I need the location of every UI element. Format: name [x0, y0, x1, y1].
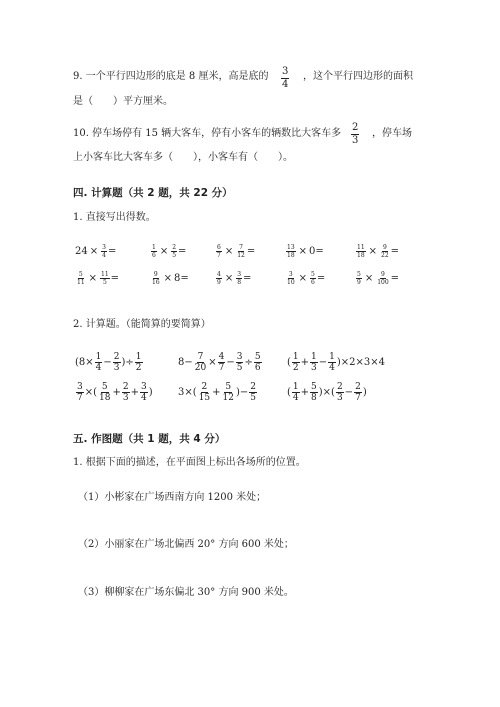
operator: ×: [368, 246, 378, 257]
frac-den: 5: [102, 279, 107, 286]
q9-line2: 是（ ）平方厘米。: [73, 96, 173, 107]
frac-num: 5: [357, 271, 361, 278]
expr-text: (8×: [75, 357, 94, 368]
equals: =: [246, 246, 256, 257]
frac-num: 2: [122, 382, 129, 392]
expr-text: )×2×3×4: [336, 357, 386, 368]
equals: =: [316, 273, 326, 284]
frac-num: 2: [172, 244, 177, 251]
expr-text: 3×(: [178, 387, 197, 398]
calc-expr-6: [287, 382, 367, 403]
frac-num: 3: [237, 271, 242, 278]
operator: ×: [163, 273, 173, 284]
frac-den: 18: [99, 393, 111, 403]
frac-den: 6: [254, 363, 261, 373]
equals: =: [390, 246, 400, 257]
frac-den: 12: [222, 393, 234, 403]
operand: 0: [309, 246, 316, 257]
frac-den: 100: [377, 279, 389, 286]
operator: ×: [224, 246, 234, 257]
frac-num: 9: [382, 244, 387, 251]
frac-den: 7: [355, 393, 361, 403]
q9-text-b: ，这个平行四边形的面积: [303, 71, 413, 82]
expr-text: (: [287, 387, 291, 398]
frac-den: 3: [311, 363, 317, 373]
q9-line1: [73, 70, 268, 84]
expr-text: )÷: [121, 357, 134, 368]
expr-text: ): [362, 387, 367, 398]
expr-text: +: [300, 387, 310, 398]
q10-text-b: ，停车场: [372, 128, 412, 139]
frac-num: 1: [152, 244, 156, 251]
frac-den: 7: [218, 363, 225, 373]
q10-frac-num: 2: [352, 122, 359, 133]
section5-item-2: （2）小丽家在广场北偏西 20° 方向 600 米处；: [78, 539, 294, 550]
section5-item-3: （3）柳柳家在广场东偏北 30° 方向 900 米处。: [78, 587, 294, 598]
frac-num: 6: [217, 244, 221, 251]
frac-num: 1: [311, 352, 317, 362]
frac-num: 5: [254, 352, 261, 362]
frac-num: 1: [95, 352, 102, 362]
equals: =: [107, 246, 117, 257]
frac-num: 4: [217, 271, 221, 278]
expr-text: )×(: [318, 387, 335, 398]
frac-num: 3: [140, 382, 147, 392]
frac-den: 8: [237, 279, 242, 286]
expr-text: ): [148, 387, 153, 398]
calc-expr-2: [178, 352, 263, 373]
frac-num: 2: [201, 382, 208, 392]
frac-num: 2: [250, 382, 256, 392]
frac-den: 16: [152, 279, 160, 286]
section4-sub1: 1. 直接写出得数。: [73, 212, 156, 223]
frac-den: 11: [77, 279, 85, 286]
frac-num: 11: [357, 244, 365, 251]
section4-title: 四. 计算题（共 2 题，共 22 分）: [73, 187, 233, 199]
q9-text-a: 9. 一个平行四边形的底是 8 厘米，高是底的: [73, 71, 269, 82]
frac-num: 7: [197, 352, 204, 362]
frac-num: 5: [101, 382, 108, 392]
q10-fraction: [350, 122, 360, 147]
frac-num: 5: [78, 271, 83, 278]
frac-num: 5: [311, 382, 317, 392]
frac-den: 2: [135, 363, 142, 373]
equals: =: [110, 273, 120, 284]
frac-den: 18: [287, 252, 295, 259]
operator: ×: [298, 246, 308, 257]
frac-den: 4: [102, 252, 106, 259]
frac-num: 7: [239, 244, 243, 251]
equals: =: [390, 273, 400, 284]
q9-frac-num: 3: [282, 66, 289, 77]
frac-num: 5: [311, 271, 315, 278]
calc-expr-3: [287, 352, 385, 373]
direct-item-1-5: [355, 244, 399, 259]
operand: 8: [174, 273, 181, 284]
frac-den: 10: [287, 279, 295, 286]
section5-item-1: （1）小彬家在广场西南方向 1200 米处；: [78, 492, 267, 503]
frac-den: 3: [122, 393, 129, 403]
expr-text: ×(: [84, 387, 98, 398]
section4-sub2: 2. 计算题。（能简算的要简算）: [73, 319, 211, 330]
frac-den: 4: [292, 393, 299, 403]
expr-text: −: [318, 357, 328, 368]
frac-num: 3: [288, 271, 293, 278]
frac-den: 4: [95, 363, 102, 373]
frac-num: 3: [236, 352, 243, 362]
expr-text: )−: [235, 387, 249, 398]
frac-den: 6: [311, 279, 315, 286]
frac-den: 2: [292, 363, 299, 373]
expr-text: −: [344, 387, 354, 398]
expr-text: 8−: [178, 357, 193, 368]
q10-frac-den: 3: [352, 135, 359, 146]
frac-num: 1: [135, 352, 142, 362]
frac-den: 7: [77, 393, 83, 403]
frac-num: 5: [225, 382, 232, 392]
frac-num: 13: [287, 244, 295, 251]
direct-item-2-5: [355, 271, 399, 286]
direct-item-1-3: [215, 244, 255, 259]
expr-text: +: [212, 387, 221, 398]
frac-den: 9: [217, 279, 221, 286]
direct-item-2-3: [215, 271, 251, 286]
expr-text: −: [103, 357, 112, 368]
expr-text: ÷: [244, 357, 253, 368]
frac-den: 5: [236, 363, 243, 373]
frac-den: 4: [140, 393, 147, 403]
frac-num: 1: [292, 382, 299, 392]
frac-den: 8: [311, 393, 317, 403]
operand: 24: [75, 246, 88, 257]
section5-sub1: 1. 根据下面的描述，在平面图上标出各场所的位置。: [73, 457, 306, 468]
operator: ×: [159, 246, 169, 257]
expr-text: +: [300, 357, 310, 368]
frac-num: 2: [355, 382, 361, 392]
equals: =: [315, 246, 324, 257]
frac-den: 7: [217, 252, 221, 259]
section5-title: 五. 作图题（共 1 题，共 4 分）: [73, 433, 226, 445]
expr-text: +: [130, 387, 139, 398]
direct-item-1-2: [150, 244, 186, 259]
frac-den: 4: [329, 363, 335, 373]
expr-text: (: [287, 357, 291, 368]
frac-den: 3: [113, 363, 120, 373]
frac-num: 2: [113, 352, 120, 362]
expr-text: ×: [208, 357, 217, 368]
frac-den: 18: [357, 252, 365, 259]
operator: ×: [88, 273, 98, 284]
frac-den: 20: [194, 363, 207, 373]
frac-den: 12: [237, 252, 245, 259]
frac-num: 3: [77, 382, 83, 392]
frac-num: 1: [292, 352, 299, 362]
frac-num: 3: [102, 244, 106, 251]
frac-den: 3: [336, 393, 343, 403]
frac-den: 6: [152, 252, 156, 259]
frac-num: 9: [381, 271, 385, 278]
calc-expr-5: [178, 382, 258, 403]
direct-item-2-2: [150, 271, 189, 286]
direct-item-2-1: [75, 271, 119, 286]
expr-text: −: [226, 357, 235, 368]
frac-num: 1: [329, 352, 335, 362]
frac-den: 5: [250, 393, 256, 403]
frac-num: 2: [336, 382, 343, 392]
calc-expr-4: [75, 382, 153, 403]
calc-expr-1: [75, 352, 144, 373]
frac-den: 22: [381, 252, 389, 259]
frac-num: 11: [101, 271, 109, 278]
equals: =: [180, 273, 189, 284]
operator: ×: [224, 273, 234, 284]
expr-text: +: [112, 387, 121, 398]
q10-line2: 上小客车比大客车多（ ），小客车有（ ）。: [73, 152, 293, 163]
frac-den: 15: [198, 393, 211, 403]
frac-num: 4: [218, 352, 225, 362]
direct-item-1-4: [285, 244, 324, 259]
q9-fraction: [280, 66, 290, 91]
operator: ×: [364, 273, 374, 284]
frac-den: 9: [357, 279, 361, 286]
frac-den: 5: [172, 252, 177, 259]
equals: =: [178, 246, 187, 257]
q9-frac-den: 4: [282, 79, 289, 90]
frac-num: 9: [153, 271, 158, 278]
operator: ×: [298, 273, 308, 284]
equals: =: [243, 273, 252, 284]
direct-item-2-4: [285, 271, 325, 286]
q10-text-a: 10. 停车场停有 15 辆大客车，停有小客车的辆数比大客车多: [73, 128, 342, 139]
operator: ×: [89, 246, 99, 257]
direct-item-1-1: [75, 244, 116, 259]
